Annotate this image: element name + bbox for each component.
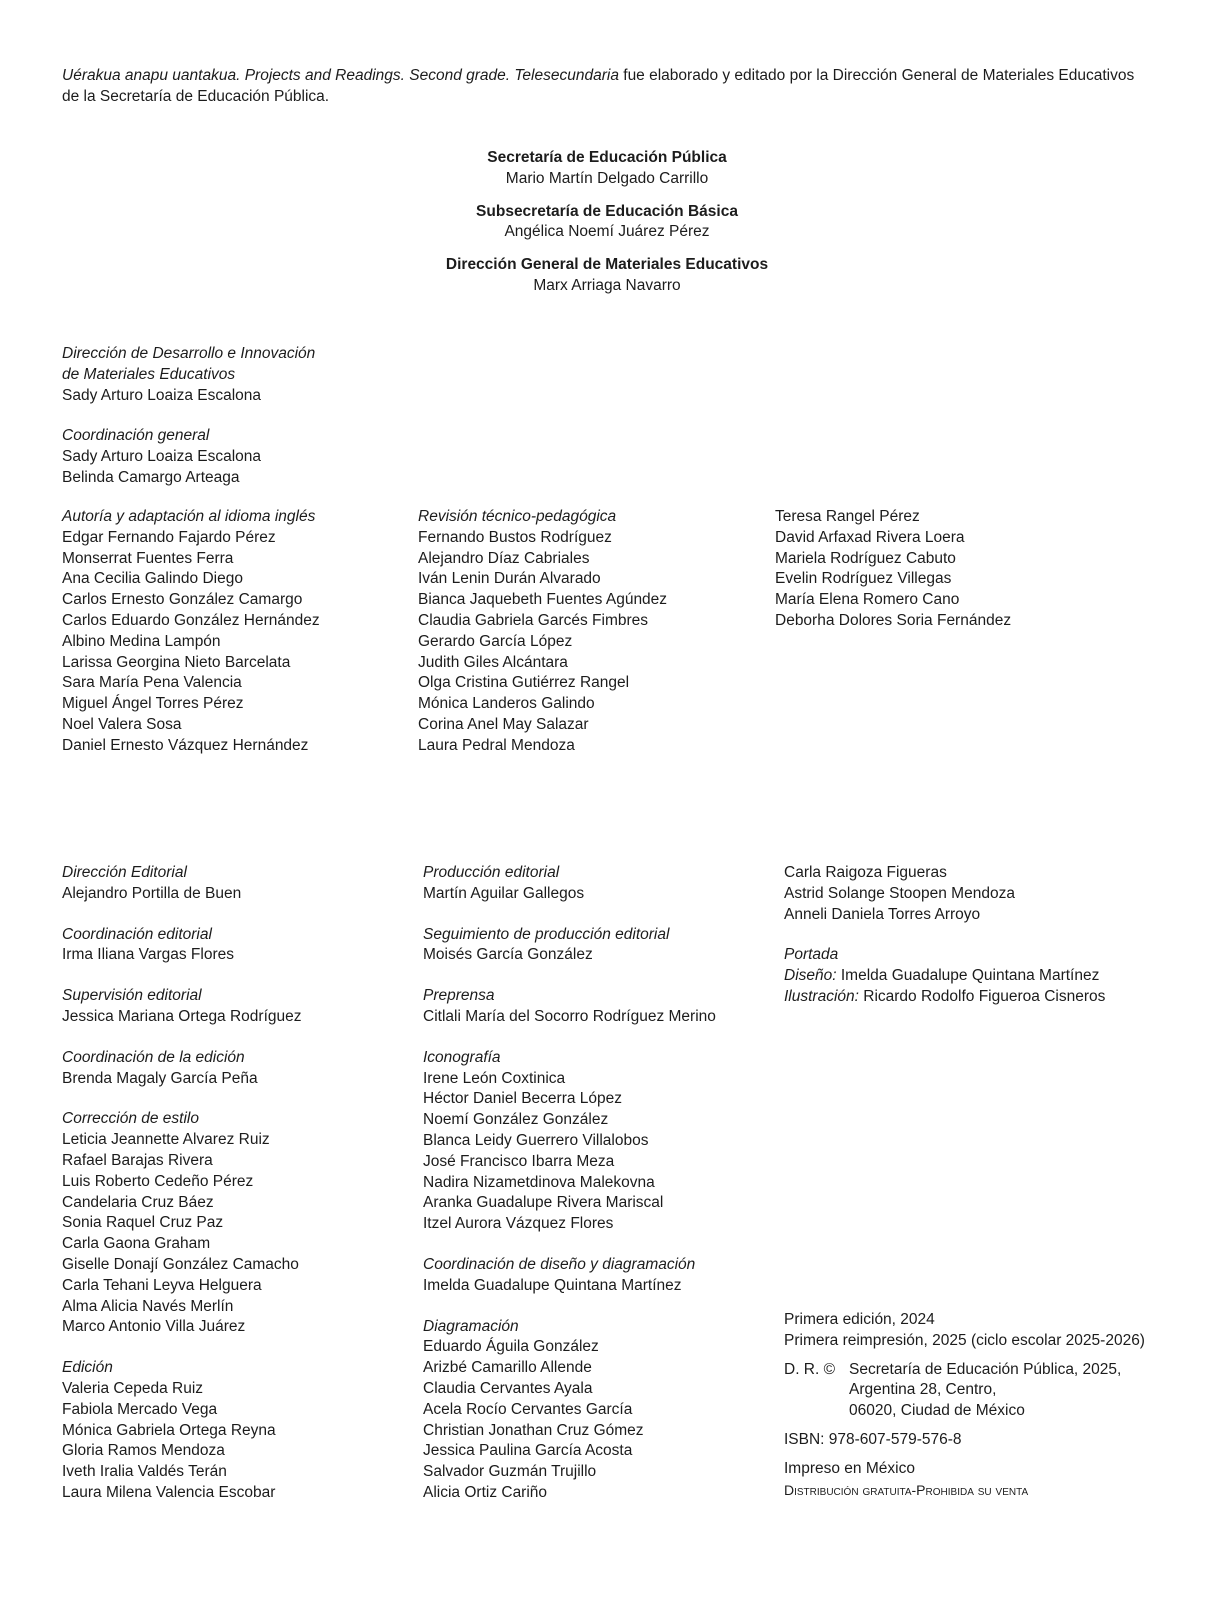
portada-illustration-value: Ricardo Rodolfo Figueroa Cisneros <box>858 987 1106 1005</box>
credit-name: Christian Jonathan Cruz Gómez <box>423 1421 644 1439</box>
credit-name: Blanca Leidy Guerrero Villalobos <box>423 1131 649 1149</box>
credit-section-title: Coordinación editorial <box>62 925 212 943</box>
copyright-line: Secretaría de Educación Pública, 2025, <box>849 1360 1122 1378</box>
credit-name: Sara María Pena Valencia <box>62 674 242 692</box>
credit-section <box>62 1048 302 1090</box>
credit-section <box>423 1048 716 1235</box>
credit-name: Valeria Cepeda Ruiz <box>62 1379 204 1397</box>
edition-line: Primera reimpresión, 2025 (ciclo escolar 2025-2026) <box>784 1331 1145 1349</box>
credit-section <box>418 507 667 757</box>
credit-name: Corina Anel May Salazar <box>418 715 589 733</box>
credit-section <box>62 925 302 967</box>
credit-name: Alma Alicia Navés Merlín <box>62 1297 234 1315</box>
authority-org: Dirección General de Materiales Educativos <box>445 256 769 274</box>
edition-block <box>784 1310 1145 1500</box>
credit-section <box>423 925 716 967</box>
credit-section <box>62 1358 302 1504</box>
credit-name: Alejandro Portilla de Buen <box>62 884 242 902</box>
authority-org: Subsecretaría de Educación Básica <box>476 202 738 220</box>
credit-name: Astrid Solange Stoopen Mendoza <box>784 884 1015 902</box>
credit-section-title: Seguimiento de producción editorial <box>423 925 670 943</box>
portada-illustration <box>784 987 1105 1008</box>
credit-section <box>62 507 320 757</box>
credits-top-left <box>62 344 315 509</box>
credit-name: José Francisco Ibarra Meza <box>423 1152 615 1170</box>
portada-design-value: Imelda Guadalupe Quintana Martínez <box>836 967 1100 985</box>
credits-row2-col3 <box>784 863 1105 1028</box>
credit-section <box>423 1255 716 1297</box>
credit-name: Itzel Aurora Vázquez Flores <box>423 1215 614 1233</box>
credit-name: Olga Cristina Gutiérrez Rangel <box>418 674 630 692</box>
isbn: ISBN: 978-607-579-576-8 <box>784 1430 962 1448</box>
credit-name: Leticia Jeannette Alvarez Ruiz <box>62 1131 270 1149</box>
copyright-holder <box>849 1360 1121 1422</box>
credits-row2-col1 <box>62 863 302 1524</box>
copyright-line: Argentina 28, Centro, <box>849 1381 997 1399</box>
credit-name: Belinda Camargo Arteaga <box>62 468 240 486</box>
credit-name: Sonia Raquel Cruz Paz <box>62 1214 224 1232</box>
portada-design <box>784 966 1105 987</box>
credit-name: Salvador Guzmán Trujillo <box>423 1463 597 1481</box>
credit-name: Brenda Magaly García Peña <box>62 1069 258 1087</box>
credit-name: Aranka Guadalupe Rivera Mariscal <box>423 1194 664 1212</box>
credit-section <box>62 426 315 488</box>
credit-name: Mariela Rodríguez Cabuto <box>775 549 956 567</box>
credit-section <box>423 1317 716 1504</box>
credit-name: Laura Pedral Mendoza <box>418 736 575 754</box>
credit-name: Deborha Dolores Soria Fernández <box>775 611 1012 629</box>
portada-design-label: Diseño: <box>784 967 837 985</box>
credit-name: Noel Valera Sosa <box>62 715 182 733</box>
credit-section <box>62 863 302 905</box>
credit-name: Eduardo Águila González <box>423 1338 599 1356</box>
credit-name: Moisés García González <box>423 946 593 964</box>
credit-name: Fernando Bustos Rodríguez <box>418 528 612 546</box>
credit-name: Sady Arturo Loaiza Escalona <box>62 386 262 404</box>
copyright-block <box>784 1360 1145 1422</box>
credit-name: Iveth Iralia Valdés Terán <box>62 1463 227 1481</box>
edition-lines <box>784 1310 1145 1352</box>
credit-name: Acela Rocío Cervantes García <box>423 1400 633 1418</box>
credit-name: Nadira Nizametdinova Malekovna <box>423 1173 655 1191</box>
credit-name: Martín Aguilar Gallegos <box>423 884 585 902</box>
credit-name: Arizbé Camarillo Allende <box>423 1359 592 1377</box>
credit-name: Carla Raigoza Figueras <box>784 864 947 881</box>
credit-name: Candelaria Cruz Báez <box>62 1193 214 1211</box>
credit-name: Marco Antonio Villa Juárez <box>62 1318 246 1336</box>
credit-name: Noemí González González <box>423 1111 609 1129</box>
credit-name: Miguel Ángel Torres Pérez <box>62 695 244 713</box>
credit-section <box>62 344 315 406</box>
credit-section-title: Corrección de estilo <box>62 1110 199 1128</box>
authority-person: Angélica Noemí Juárez Pérez <box>504 223 710 241</box>
credit-name: Anneli Daniela Torres Arroyo <box>784 905 981 923</box>
credit-section-title: de Materiales Educativos <box>62 365 236 383</box>
credit-section-title: Dirección Editorial <box>62 864 187 881</box>
credit-section-title: Preprensa <box>423 987 495 1005</box>
credit-section-title: Supervisión editorial <box>62 987 202 1005</box>
credit-name: Claudia Gabriela Garcés Fimbres <box>418 611 649 629</box>
credit-name: Iván Lenin Durán Alvarado <box>418 570 601 588</box>
credit-name: Ana Cecilia Galindo Diego <box>62 570 243 588</box>
credit-section-title: Coordinación general <box>62 427 210 445</box>
credit-section <box>423 986 716 1028</box>
credit-section-title: Coordinación de diseño y diagramación <box>423 1255 696 1273</box>
authority-dgme <box>0 255 1214 297</box>
credit-name: Luis Roberto Cedeño Pérez <box>62 1172 254 1190</box>
credit-section <box>775 507 1011 632</box>
credit-name: Sady Arturo Loaiza Escalona <box>62 448 262 466</box>
book-title: Uérakua anapu uantakua. Projects and Readings. Second grade. Telesecundaria <box>62 67 619 84</box>
credit-section <box>62 1109 302 1338</box>
credit-name: Daniel Ernesto Vázquez Hernández <box>62 736 309 754</box>
credit-section <box>784 863 1105 925</box>
credits-row1-col2 <box>418 507 667 777</box>
credit-name: Alejandro Díaz Cabriales <box>418 549 590 567</box>
credit-name: Mónica Gabriela Ortega Reyna <box>62 1421 276 1439</box>
credit-name: Gloria Ramos Mendoza <box>62 1442 225 1460</box>
copyright-mark: D. R. © <box>784 1360 836 1378</box>
credit-section-title: Diagramación <box>423 1317 519 1335</box>
credit-name: Monserrat Fuentes Ferra <box>62 549 234 567</box>
credit-section-title: Edición <box>62 1359 113 1377</box>
credit-name: Citlali María del Socorro Rodríguez Merino <box>423 1007 716 1025</box>
credit-name: Alicia Ortiz Cariño <box>423 1483 548 1501</box>
credit-section-title: Autoría y adaptación al idioma inglés <box>62 508 316 525</box>
credit-name: María Elena Romero Cano <box>775 591 960 609</box>
credit-name: Evelin Rodríguez Villegas <box>775 570 952 588</box>
authority-person: Mario Martín Delgado Carrillo <box>505 169 709 187</box>
credit-section <box>423 863 716 905</box>
credit-name: Héctor Daniel Becerra López <box>423 1090 623 1108</box>
portada-section <box>784 945 1105 1007</box>
credit-section-title: Dirección de Desarrollo e Innovación <box>62 345 316 362</box>
credit-name: Mónica Landeros Galindo <box>418 695 595 713</box>
credit-name: Edgar Fernando Fajardo Pérez <box>62 528 276 546</box>
intro-paragraph <box>62 66 1152 107</box>
credit-section-title: Portada <box>784 946 839 964</box>
credit-name: Carlos Ernesto González Camargo <box>62 591 303 609</box>
credit-name: Judith Giles Alcántara <box>418 653 568 671</box>
authorities-block <box>0 148 1214 309</box>
credit-section-title: Iconografía <box>423 1048 501 1066</box>
copyright-line: 06020, Ciudad de México <box>849 1402 1025 1420</box>
credit-name: Fabiola Mercado Vega <box>62 1400 218 1418</box>
credit-name: Bianca Jaquebeth Fuentes Agúndez <box>418 591 668 609</box>
credit-name: Claudia Cervantes Ayala <box>423 1379 593 1397</box>
credit-section-title: Revisión técnico-pedagógica <box>418 508 617 525</box>
authority-org: Secretaría de Educación Pública <box>487 149 727 166</box>
credit-name: Larissa Georgina Nieto Barcelata <box>62 653 291 671</box>
printed-in: Impreso en México <box>784 1459 915 1477</box>
authority-person: Marx Arriaga Navarro <box>533 276 681 294</box>
credits-row1-col3 <box>775 507 1011 652</box>
credit-name: Giselle Donají González Camacho <box>62 1255 299 1273</box>
intro-text: fue elaborado y editado por la Dirección General de Materiales Educativos de la Secretaría de Educación Pública. <box>62 67 1135 105</box>
credit-name: Laura Milena Valencia Escobar <box>62 1483 276 1501</box>
credit-name: Jessica Mariana Ortega Rodríguez <box>62 1007 302 1025</box>
credit-name: Jessica Paulina García Acosta <box>423 1442 633 1460</box>
credit-name: Rafael Barajas Rivera <box>62 1151 213 1169</box>
credit-name: Carla Gaona Graham <box>62 1235 211 1253</box>
authority-sep <box>0 148 1214 190</box>
portada-illustration-label: Ilustración: <box>784 987 859 1005</box>
credit-name: Gerardo García López <box>418 632 573 650</box>
credit-name: Carlos Eduardo González Hernández <box>62 611 320 629</box>
credit-name: Imelda Guadalupe Quintana Martínez <box>423 1276 682 1294</box>
credit-name: Irene León Coxtinica <box>423 1069 566 1087</box>
credit-section-title: Coordinación de la edición <box>62 1048 245 1066</box>
credit-section <box>62 986 302 1028</box>
credit-name: Albino Medina Lampón <box>62 632 221 650</box>
edition-line: Primera edición, 2024 <box>784 1311 935 1328</box>
authority-seb <box>0 202 1214 244</box>
credit-name: David Arfaxad Rivera Loera <box>775 528 965 546</box>
credits-row2-col2 <box>423 863 716 1524</box>
credit-name: Irma Iliana Vargas Flores <box>62 946 234 964</box>
credit-name: Teresa Rangel Pérez <box>775 508 920 525</box>
credit-section-title: Producción editorial <box>423 864 560 881</box>
credits-row1-col1 <box>62 507 320 777</box>
distribution-notice: Distribución gratuita-Prohibida su venta <box>784 1481 1029 1498</box>
credit-name: Carla Tehani Leyva Helguera <box>62 1276 262 1294</box>
